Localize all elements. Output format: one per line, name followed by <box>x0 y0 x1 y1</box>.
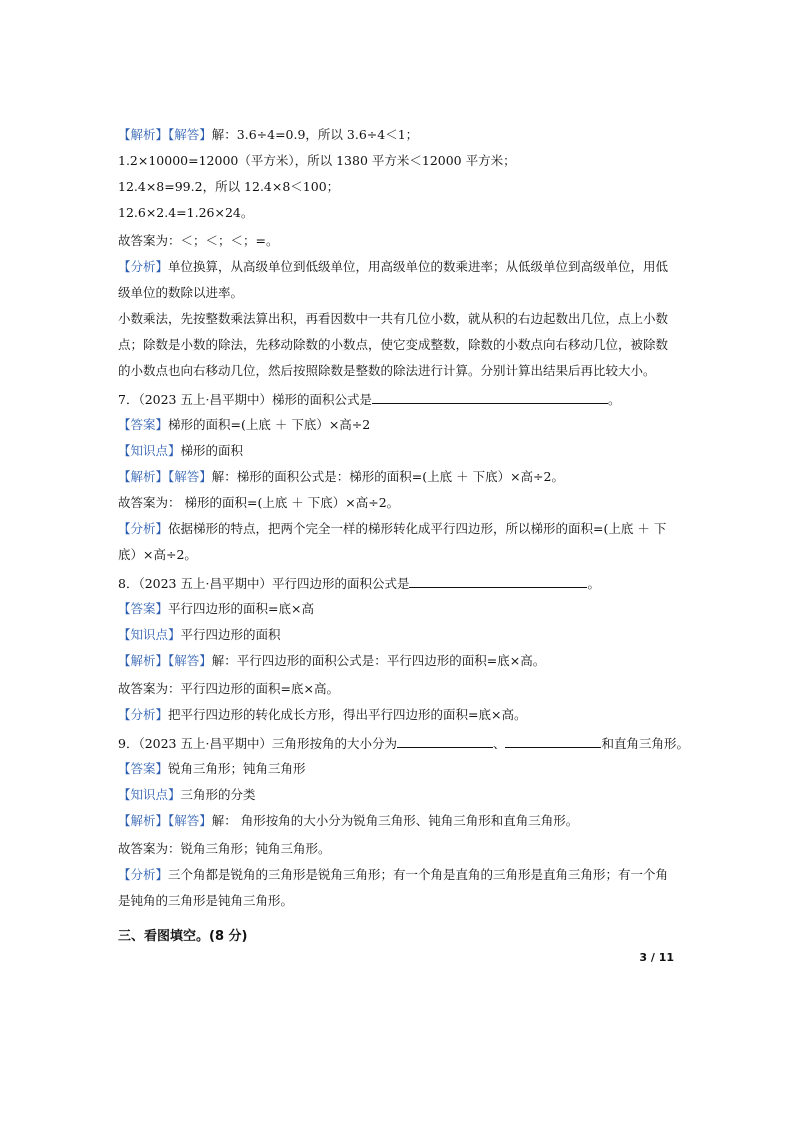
text-line <box>118 259 668 275</box>
line-text: 故答案为： 梯形的面积=(上底 ＋ 下底）×高÷2。 <box>118 495 400 510</box>
line-text: 故答案为：锐角三角形；钝角三角形。 <box>118 841 331 856</box>
line-text: 解：平行四边形的面积公式是：平行四边形的面积=底×高。 <box>211 653 546 668</box>
line-text: 的小数点也向右移动几位，然后按照除数是整数的除法进行计算。分别计算出结果后再比较大小。 <box>118 363 656 378</box>
line-text: 8．（2023 五上·昌平期中）平行四边形的面积公式是 <box>118 576 410 591</box>
text-line <box>118 285 243 301</box>
text-line <box>118 601 314 617</box>
text-line <box>118 179 339 195</box>
text-line <box>118 867 668 883</box>
section-tag: 【知识点】 <box>118 787 181 802</box>
text-line <box>118 337 668 353</box>
line-text: 平行四边形的面积 <box>180 627 281 642</box>
answer-blank <box>397 735 493 748</box>
line-text: 故答案为：＜；＜；＜；=。 <box>118 233 279 248</box>
line-text: 级单位的数除以进率。 <box>118 285 244 300</box>
section-tag: 【答案】 <box>118 417 169 432</box>
line-text: 9．（2023 五上·昌平期中）三角形按角的大小分为 <box>118 736 397 751</box>
line-text: 梯形的面积 <box>180 443 244 458</box>
line-text: 1.2×10000=12000（平方米），所以 1380 平方米＜12000 平方米； <box>118 153 516 168</box>
line-text: 平行四边形的面积=底×高 <box>168 601 314 616</box>
answer-blank <box>505 735 601 748</box>
section-tag: 【分析】 <box>118 707 169 722</box>
line-text: 梯形的面积=(上底 ＋ 下底）×高÷2 <box>168 417 371 432</box>
line-text: 。 <box>607 392 621 407</box>
text-line <box>118 893 293 909</box>
line-text: 解： 角形按角的大小分为锐角三角形、钝角三角形和直角三角形。 <box>211 813 579 828</box>
text-line <box>118 391 620 408</box>
text-line <box>118 735 689 752</box>
line-text: 。 <box>587 576 600 591</box>
section-tag: 【知识点】 <box>118 443 181 458</box>
text-line <box>118 495 399 511</box>
line-text: 三个角都是锐角的三角形是锐角三角形；有一个角是直角的三角形是直角三角形；有一个角 <box>168 867 669 882</box>
section-tag: 【解析】【解答】 <box>118 469 212 484</box>
section-tag: 【解析】【解答】 <box>118 813 212 828</box>
text-line <box>118 469 564 485</box>
text-line <box>118 521 666 537</box>
line-text: 锐角三角形；钝角三角形 <box>168 761 306 776</box>
text-line <box>118 575 600 592</box>
text-line <box>118 681 339 697</box>
section-tag: 【答案】 <box>118 761 169 776</box>
line-text: 点；除数是小数的除法，先移动除数的小数点，使它变成整数，除数的小数点向右移动几位，被除数 <box>118 337 669 352</box>
line-text: 解：梯形的面积公式是：梯形的面积=(上底 ＋ 下底）×高÷2。 <box>211 469 564 484</box>
section-tag: 【解析】【解答】 <box>118 653 212 668</box>
section-tag: 【分析】 <box>118 867 169 882</box>
answer-blank <box>409 575 587 588</box>
line-text: 小数乘法，先按整数乘法算出积，再看因数中一共有几位小数，就从积的右边起数出几位，点上小数 <box>118 311 669 326</box>
line-text: 单位换算，从高级单位到低级单位，用高级单位的数乘进率；从低级单位到高级单位，用低 <box>168 259 669 274</box>
text-line <box>118 153 516 169</box>
line-text: 把平行四边形的转化成长方形，得出平行四边形的面积=底×高。 <box>168 707 527 722</box>
line-text: 底）×高÷2。 <box>118 547 197 562</box>
line-text: 和直角三角形。 <box>601 736 689 751</box>
line-text: 12.4×8=99.2，所以 12.4×8＜100； <box>118 179 340 194</box>
section-tag: 【解析】【解答】 <box>118 127 212 142</box>
line-text: 12.6×2.4=1.26×24。 <box>118 205 254 220</box>
text-line <box>118 787 256 803</box>
text-line <box>118 311 668 327</box>
text-line <box>118 233 278 249</box>
text-line <box>118 627 281 643</box>
answer-blank <box>372 391 608 404</box>
section-tag: 【知识点】 <box>118 627 181 642</box>
line-text: 、 <box>492 736 506 751</box>
line-text: 依据梯形的特点，把两个完全一样的梯形转化成平行四边形，所以梯形的面积=(上底 ＋ 下 <box>168 521 667 536</box>
text-line <box>118 205 253 221</box>
section-tag: 【分析】 <box>118 521 169 536</box>
text-line <box>118 417 370 433</box>
text-line <box>118 547 197 563</box>
text-line <box>118 841 331 857</box>
text-line <box>118 443 243 459</box>
line-text: 故答案为：平行四边形的面积=底×高。 <box>118 681 339 696</box>
page-number: 3 / 11 <box>639 951 674 964</box>
text-line <box>118 653 545 669</box>
line-text: 是钝角的三角形是钝角三角形。 <box>118 893 294 908</box>
text-line <box>118 761 306 777</box>
text-line <box>118 707 526 723</box>
line-text: 解：3.6÷4=0.9，所以 3.6÷4＜1； <box>211 127 419 142</box>
section-heading: 三、看图填空。(8 分) <box>118 929 248 944</box>
text-line <box>118 127 418 143</box>
section-tag: 【答案】 <box>118 601 169 616</box>
section-tag: 【分析】 <box>118 259 169 274</box>
text-line <box>118 813 578 829</box>
line-text: 三角形的分类 <box>180 787 256 802</box>
text-line <box>118 363 656 379</box>
line-text: 7．（2023 五上·昌平期中）梯形的面积公式是 <box>118 392 372 407</box>
